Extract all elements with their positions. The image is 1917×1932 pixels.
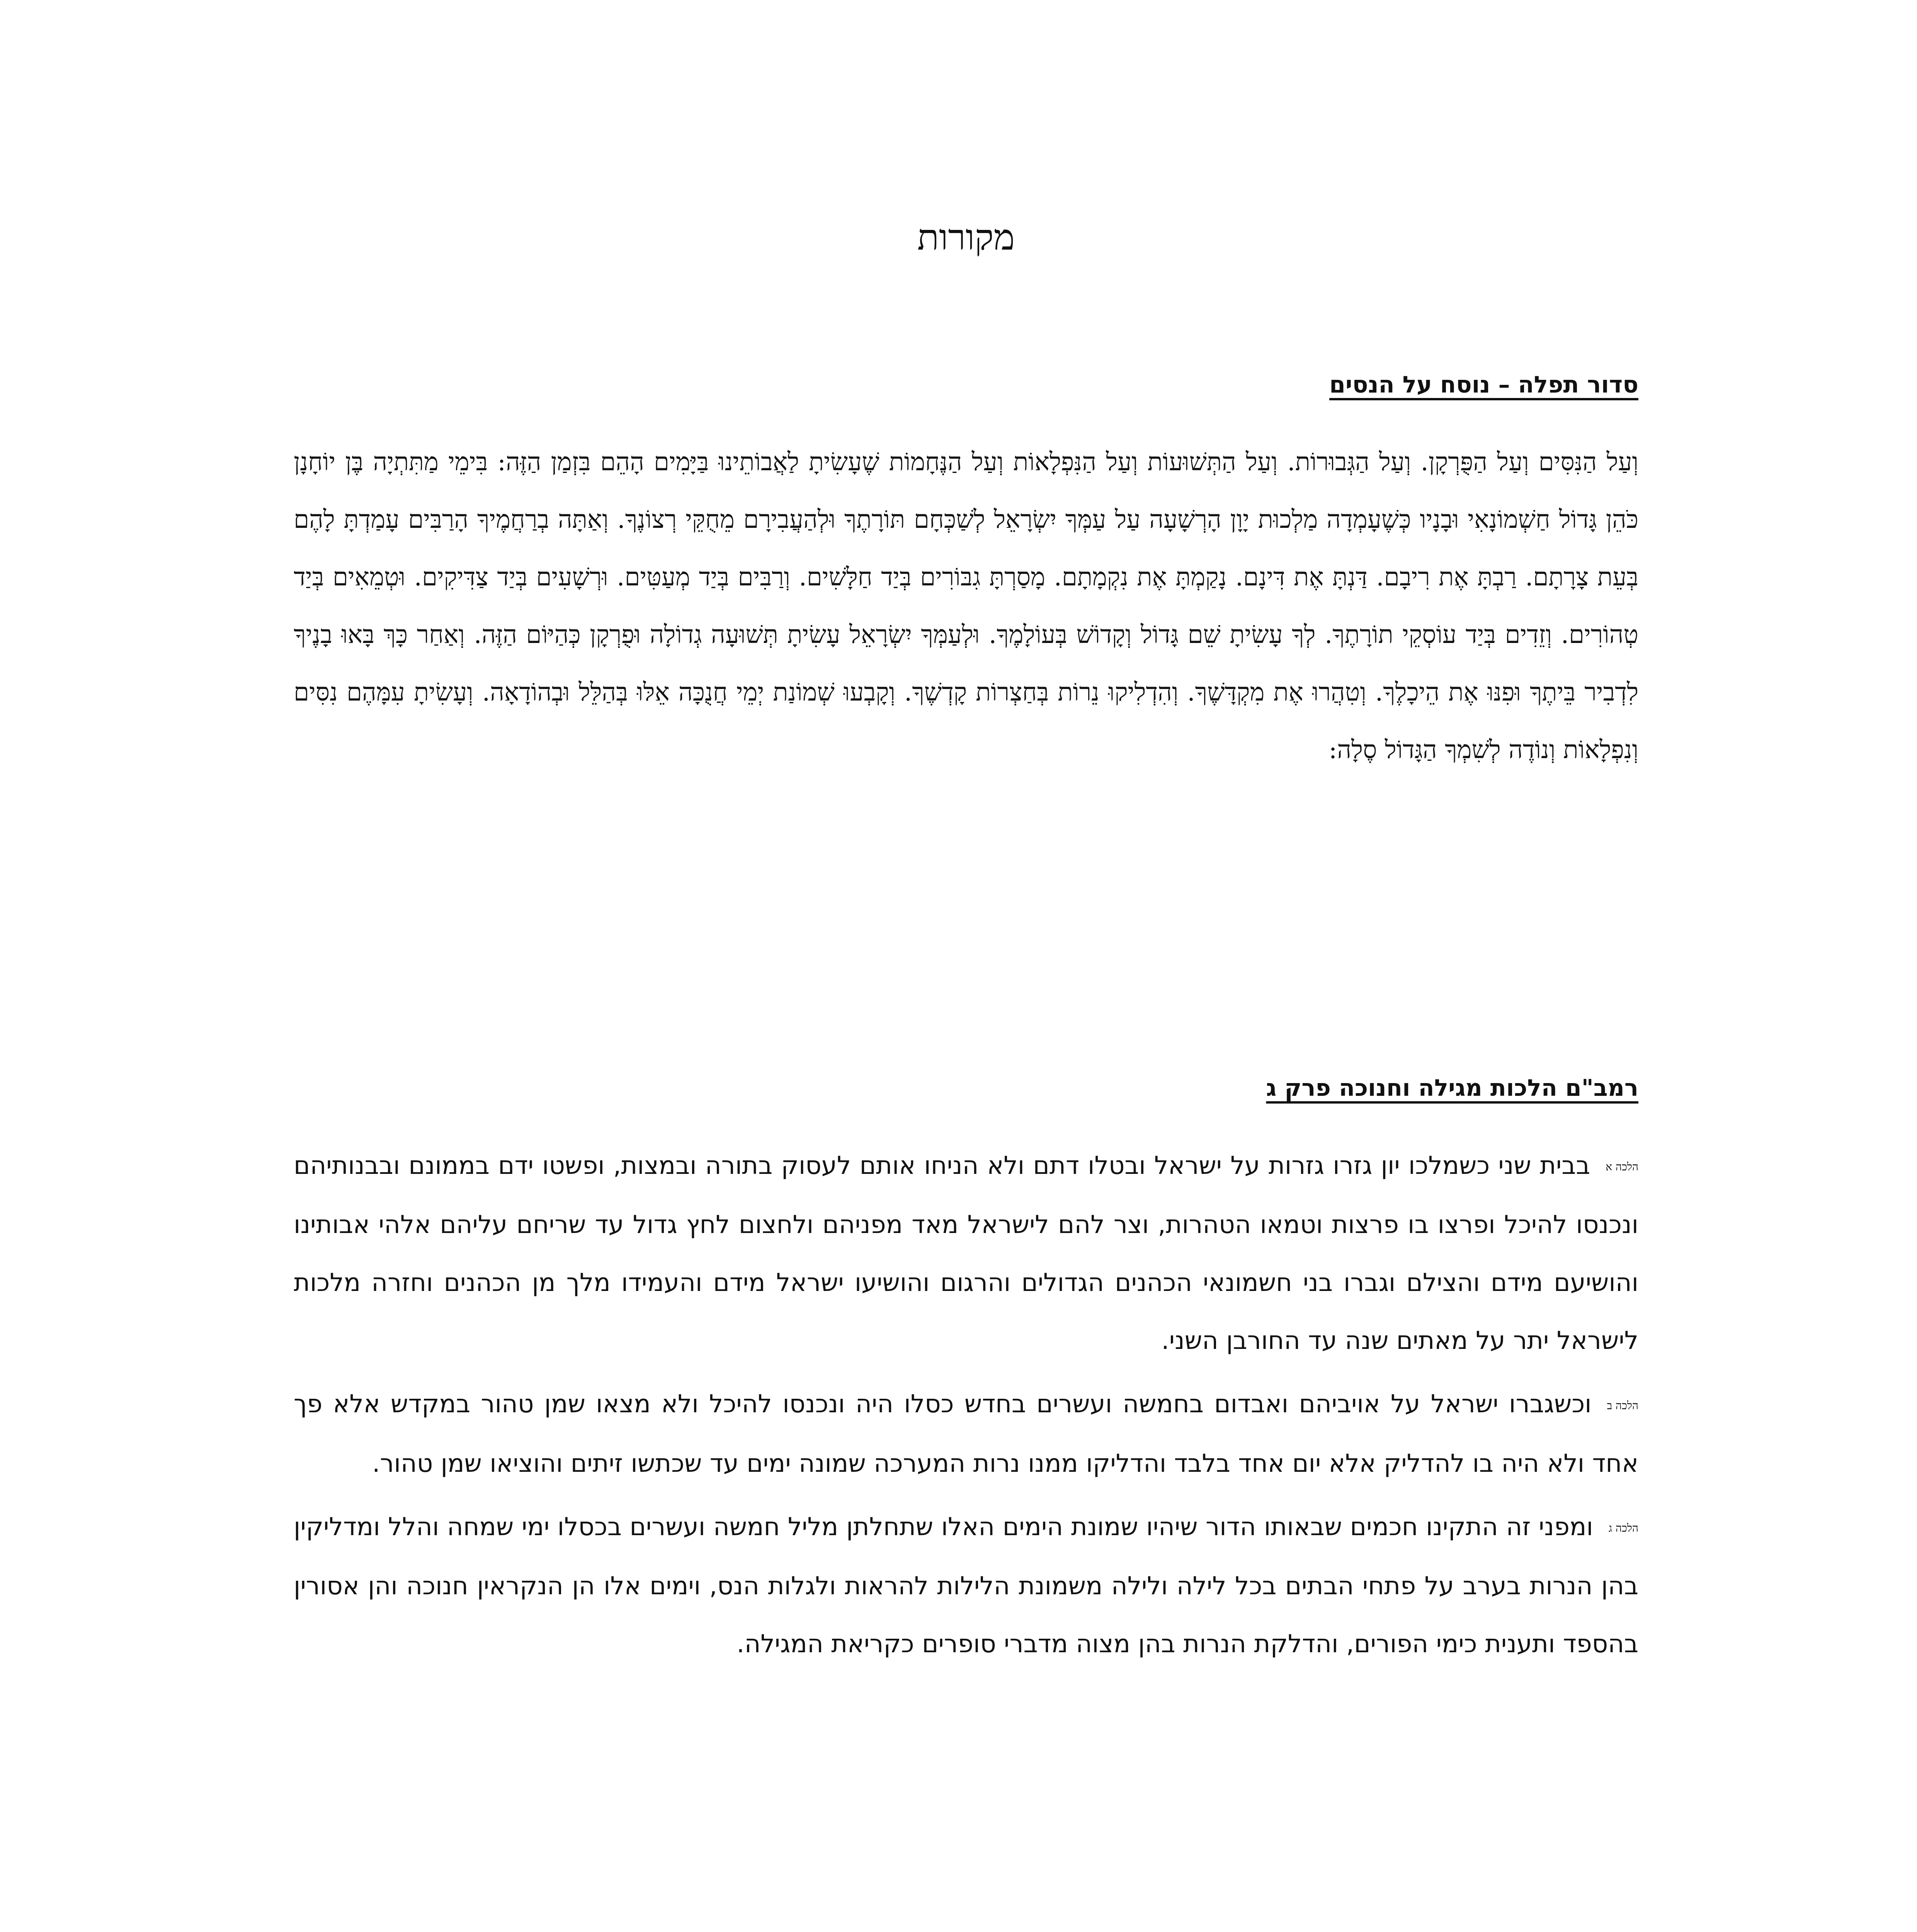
section-rambam-chanukah: [294, 1074, 1638, 1679]
page-title: מקורות: [917, 217, 1015, 258]
halakha-label: הלכה ב: [1607, 1399, 1638, 1412]
document-page: [294, 216, 1638, 1932]
halakha-paragraph: [294, 1137, 1638, 1370]
halakha-label: הלכה א: [1606, 1160, 1638, 1173]
halakha-text: ומפני זה התקינו חכמים שבאותו הדור שיהיו שמונת הימים האלו שתחלתן מליל חמשה ועשרים בכסלו ימי שמחה והלל ומדליקין בהן הנרות בערב על פתחי הבתים בכל לילה ולילה משמונת הלילות להראות ולגלות הנס, וימים אלו הן הנקראין חנוכה והן אסורין בהספד ותענית כימי הפורים, והדלקת הנרות בהן מצוה מדברי סופרים כקריאת המגילה.: [294, 1512, 1638, 1659]
halakha-text: בבית שני כשמלכו יון גזרו גזרות על ישראל ובטלו דתם ולא הניחו אותם לעסוק בתורה ובמצות, ופשטו ידם בממונם ובבנותיהם ונכנסו להיכל ופרצו בו פרצות וטמאו הטהרות, וצר להם לישראל מאד מפניהם ולחצום לחץ גדול עד שריחם עליהם אלהי אבותינו והושיעם מידם והצילם וגברו בני חשמונאי הכהנים הגדולים והרגום והושיעו ישראל מידם והעמידו מלך מן הכהנים וחזרה מלכות לישראל יתר על מאתים שנה עד החורבן השני.: [294, 1151, 1638, 1355]
halakha-text: וכשגברו ישראל על אויביהם ואבדום בחמשה ועשרים בחדש כסלו היה ונכנסו להיכל ולא מצאו שמן טהור במקדש אלא פך אחד ולא היה בו להדליק אלא יום אחד בלבד והדליקו ממנו נרות המערכה שמונה ימים עד שכתשו זיתים והוציאו שמן טהור.: [294, 1390, 1638, 1478]
section-siddur: [294, 371, 1638, 779]
halakha-label: הלכה ג: [1608, 1522, 1638, 1535]
section-heading-rambam-chanukah: רמב"ם הלכות מגילה וחנוכה פרק ג: [1266, 1075, 1638, 1102]
al-hanisim-text: וְעַל הַנִּסִּים וְעַל הַפֻּרְקָן. וְעַל הַגְּבוּרוֹת. וְעַל הַתְּשׁוּעוֹת וְעַל הַנִּפְלָאוֹת וְעַל הַנֶּחָמוֹת שֶׁעָשִׂיתָ לַאֲבוֹתֵינוּ בַּיָּמִים הָהֵם בִּזְמַן הַזֶּה: בִּימֵי מַתִּתְיָה בֶּן יוֹחָנָן כֹּהֵן גָּדוֹל חַשְׁמוֹנָאִי וּבָנָיו כְּשֶׁעָמְדָה מַלְכוּת יָוָן הָרְשָׁעָה עַל עַמְּךָ יִשְׂרָאֵל לְשַׁכְּחָם תּוֹרָתֶךָ וּלְהַעֲבִירָם מֵחֻקֵּי רְצוֹנֶךָ. וְאַתָּה בְרַחֲמֶיךָ הָרַבִּים עָמַדְתָּ לָהֶם בְּעֵת צָרָתָם. רַבְתָּ אֶת רִיבָם. דַּנְתָּ אֶת דִּינָם. נָקַמְתָּ אֶת נִקְמָתָם. מָסַרְתָּ גִבּוֹרִים בְּיַד חַלָּשִׁים. וְרַבִּים בְּיַד מְעַטִּים. וּרְשָׁעִים בְּיַד צַדִּיקִים. וּטְמֵאִים בְּיַד טְהוֹרִים. וְזֵדִים בְּיַד עוֹסְקֵי תוֹרָתֶךָ. לְךָ עָשִׂיתָ שֵׁם גָּדוֹל וְקָדוֹשׁ בְּעוֹלָמֶךָ. וּלְעַמְּךָ יִשְׂרָאֵל עָשִׂיתָ תְּשׁוּעָה גְדוֹלָה וּפֻרְקָן כְּהַיּוֹם הַזֶּה. וְאַחַר כָּךְ בָּאוּ בָנֶיךָ לִדְבִיר בֵּיתֶךָ וּפִנּוּ אֶת הֵיכָלֶךָ. וְטִהֲרוּ אֶת מִקְדָּשֶׁךָ. וְהִדְלִיקוּ נֵרוֹת בְּחַצְרוֹת קָדְשֶׁךָ. וְקָבְעוּ שְׁמוֹנַת יְמֵי חֲנֻכָּה אֵלּוּ בְּהַלֵּל וּבְהוֹדָאָה. וְעָשִׂיתָ עִמָּהֶם נִסִּים וְנִפְלָאוֹת וְנוֹדֶה לְשִׁמְךָ הַגָּדוֹל סֶלָה:: [294, 448, 1639, 764]
halakha-paragraph: [294, 1375, 1638, 1492]
halakha-paragraph: [294, 1498, 1638, 1673]
section-heading-siddur: סדור תפלה – נוסח על הנסים: [1329, 371, 1638, 398]
